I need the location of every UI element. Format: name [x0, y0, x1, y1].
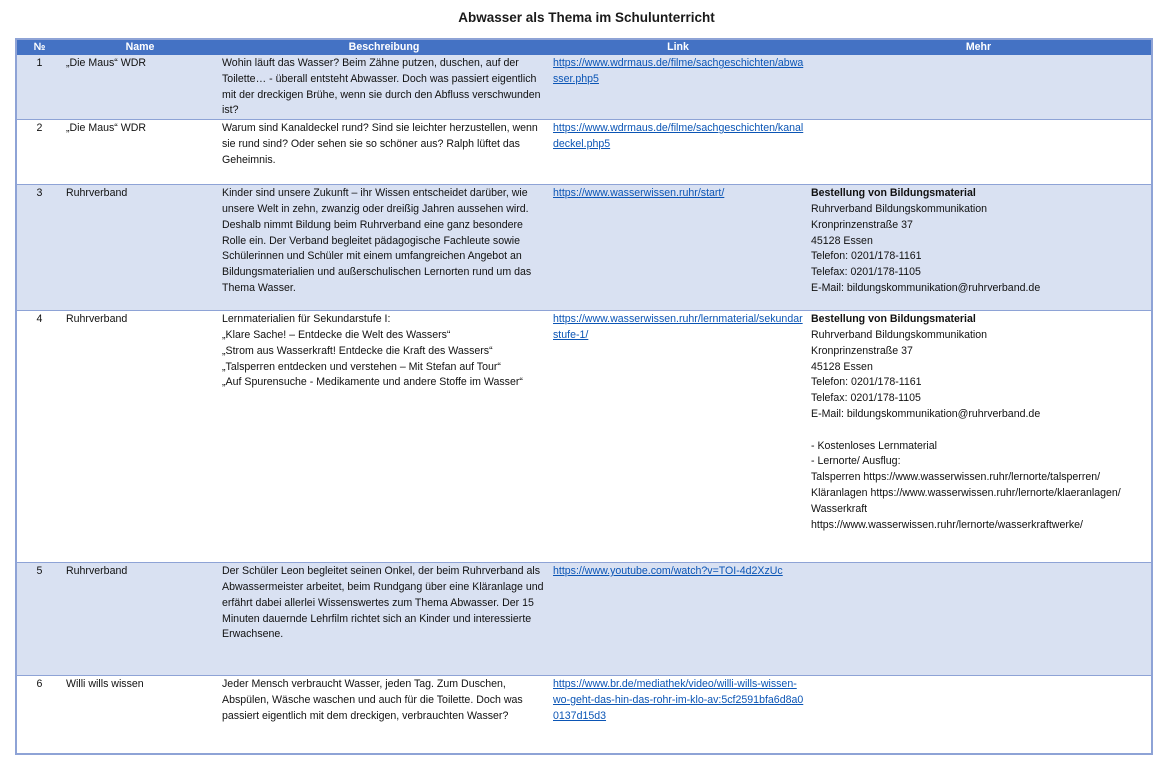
header-name: Name: [62, 39, 218, 55]
row-number: 1: [16, 55, 62, 120]
row-link[interactable]: https://www.br.de/mediathek/video/willi-wills-wissen-wo-geht-das-hin-das-rohr-im-klo-av:5cf2591bfa6d8a00137d15d3: [553, 678, 804, 722]
spacer: [811, 423, 1148, 439]
table-row: [16, 185, 1152, 311]
description-line: „Auf Spurensuche - Medikamente und andere Stoffe im Wasser“: [222, 376, 523, 389]
row-link[interactable]: https://www.wasserwissen.ruhr/lernmaterial/sekundarstufe-1/: [553, 313, 803, 341]
document-title: Abwasser als Thema im Schulunterricht: [458, 10, 715, 25]
row-more: [806, 55, 1152, 120]
contact-email: E-Mail: bildungskommunikation@ruhrverband.de: [811, 281, 1041, 294]
row-link-cell: [550, 676, 806, 754]
contact-org: Ruhrverband Bildungskommunikation: [811, 328, 988, 341]
description-line: „Talsperren entdecken und verstehen – Mit Stefan auf Tour“: [222, 360, 501, 373]
more-note: - Lernorte/ Ausflug:: [811, 455, 901, 468]
row-name: „Die Maus“ WDR: [62, 55, 218, 120]
resources-table: [15, 38, 1153, 755]
contact-street: Kronprinzenstraße 37: [811, 218, 913, 231]
table-row: [16, 676, 1152, 754]
row-description: Jeder Mensch verbraucht Wasser, jeden Tag. Zum Duschen, Abspülen, Wäsche waschen und auch für die Toilette. Doch was passiert eigentlich mit dem dreckigen, verbrauchten Wasser?: [218, 676, 550, 754]
more-note: - Kostenloses Lernmaterial: [811, 439, 938, 452]
row-link[interactable]: https://www.wdrmaus.de/filme/sachgeschichten/kanaldeckel.php5: [553, 122, 804, 150]
header-number: №: [16, 39, 62, 55]
row-description: Warum sind Kanaldeckel rund? Sind sie leichter herzustellen, wenn sie rund sind? Oder sehen sie so schöner aus? Ralph lüftet das Geheimnis.: [218, 120, 550, 185]
row-link[interactable]: https://www.youtube.com/watch?v=TOI-4d2XzUc: [553, 565, 783, 578]
table-row: [16, 311, 1152, 563]
row-link-cell: [550, 120, 806, 185]
table-row: [16, 563, 1152, 676]
row-link-cell: [550, 311, 806, 563]
more-note: Talsperren https://www.wasserwissen.ruhr/lernorte/talsperren/: [811, 471, 1101, 484]
row-name: „Die Maus“ WDR: [62, 120, 218, 185]
row-description: Kinder sind unsere Zukunft – ihr Wissen entscheidet darüber, wie unsere Welt in zehn, zwanzig oder dreißig Jahren aussehen wird. Deshalb nimmt Bildung beim Ruhrverband eine ganz besondere Rolle ein. Der Verband begleitet pädagogische Fachleute sowie Schülerinnen und Schüler mit einem umfangreichen Angebot an Bildungsmaterialien und außerschulischen Lernorten rund um das Thema Wasser.: [218, 185, 550, 311]
contact-org: Ruhrverband Bildungskommunikation: [811, 202, 988, 215]
row-name: Ruhrverband: [62, 311, 218, 563]
description-line: „Strom aus Wasserkraft! Entdecke die Kraft des Wassers“: [222, 344, 493, 357]
table-row: [16, 55, 1152, 120]
row-link[interactable]: https://www.wdrmaus.de/filme/sachgeschichten/abwasser.php5: [553, 57, 804, 85]
row-number: 6: [16, 676, 62, 754]
header-row: [16, 39, 1152, 55]
contact-fax: Telefax: 0201/178-1105: [811, 266, 921, 279]
order-heading: Bestellung von Bildungsmaterial: [811, 187, 976, 200]
contact-street: Kronprinzenstraße 37: [811, 344, 913, 357]
row-description: Der Schüler Leon begleitet seinen Onkel, der beim Ruhrverband als Abwassermeister arbeitet, beim Rundgang über eine Kläranlage und erfährt dabei allerlei Wissenswertes zum Thema Abwasser. Der 15 Minuten dauernde Lehrfilm richtet sich an Kinder und interessierte Erwachsene.: [218, 563, 550, 676]
contact-phone: Telefon: 0201/178-1161: [811, 250, 922, 263]
row-number: 5: [16, 563, 62, 676]
contact-phone: Telefon: 0201/178-1161: [811, 376, 922, 389]
row-more: [806, 120, 1152, 185]
row-name: Ruhrverband: [62, 185, 218, 311]
row-link[interactable]: https://www.wasserwissen.ruhr/start/: [553, 187, 725, 200]
more-note: Wasserkraft: [811, 502, 868, 515]
row-number: 2: [16, 120, 62, 185]
row-link-cell: [550, 563, 806, 676]
header-more: Mehr: [806, 39, 1152, 55]
description-line: Lernmaterialien für Sekundarstufe I:: [222, 313, 391, 326]
description-line: „Klare Sache! – Entdecke die Welt des Wassers“: [222, 328, 451, 341]
row-more: [806, 676, 1152, 754]
more-note: https://www.wasserwissen.ruhr/lernorte/wasserkraftwerke/: [811, 518, 1083, 531]
row-name: Willi wills wissen: [62, 676, 218, 754]
row-description: [218, 311, 550, 563]
contact-city: 45128 Essen: [811, 360, 873, 373]
row-more: [806, 563, 1152, 676]
contact-email: E-Mail: bildungskommunikation@ruhrverband.de: [811, 407, 1041, 420]
more-note: Kläranlagen https://www.wasserwissen.ruhr/lernorte/klaeranlagen/: [811, 486, 1121, 499]
row-description: Wohin läuft das Wasser? Beim Zähne putzen, duschen, auf der Toilette… - überall entsteht Abwasser. Doch was passiert eigentlich mit der dreckigen Brühe, wenn sie durch den Abfluss verschwunden ist?: [218, 55, 550, 120]
table-row: [16, 120, 1152, 185]
contact-city: 45128 Essen: [811, 234, 873, 247]
row-link-cell: [550, 55, 806, 120]
row-number: 4: [16, 311, 62, 563]
header-description: Beschreibung: [218, 39, 550, 55]
row-more: [806, 185, 1152, 311]
row-name: Ruhrverband: [62, 563, 218, 676]
row-more: [806, 311, 1152, 563]
contact-fax: Telefax: 0201/178-1105: [811, 392, 921, 405]
row-link-cell: [550, 185, 806, 311]
header-link: Link: [550, 39, 806, 55]
row-number: 3: [16, 185, 62, 311]
order-heading: Bestellung von Bildungsmaterial: [811, 313, 976, 326]
